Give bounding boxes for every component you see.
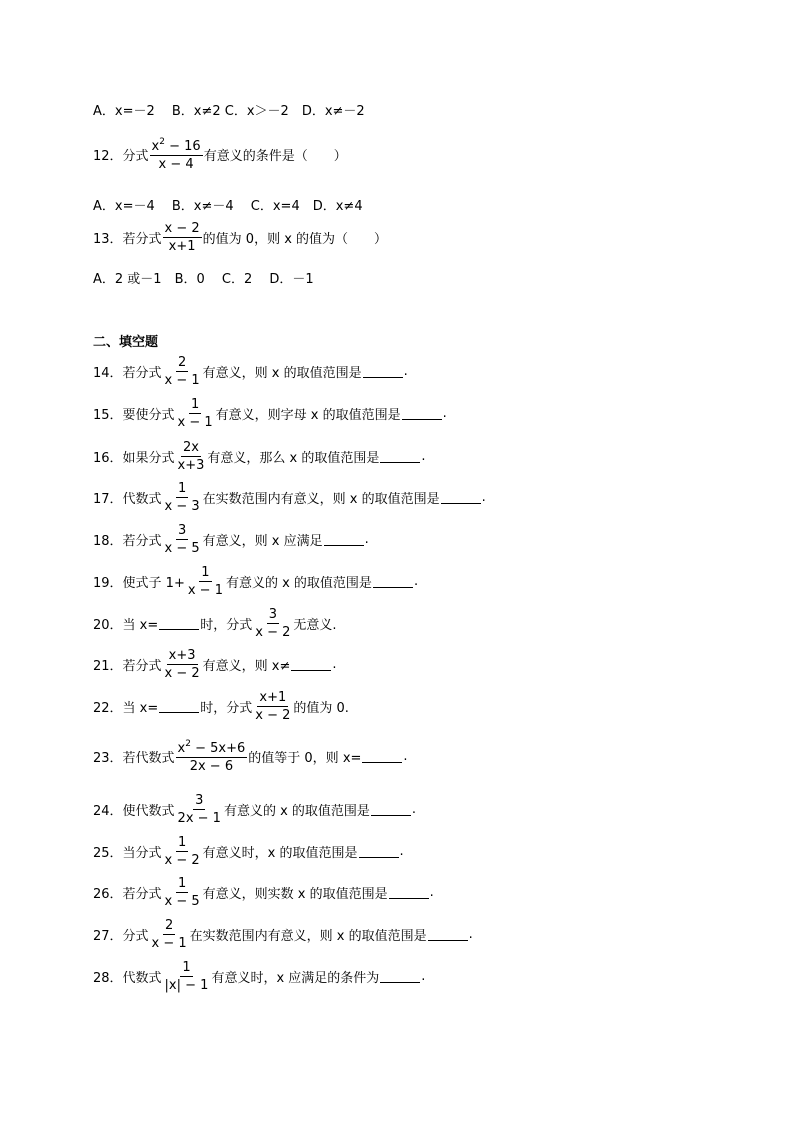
section-title: 二、填空题 [93, 335, 159, 350]
q13-options [93, 268, 314, 287]
answer-blank[interactable] [159, 617, 199, 630]
q13-fraction [163, 222, 202, 253]
q12-denominator: x − 4 [158, 157, 194, 172]
question-24: 24．使代数式 $\frac{3}{2x - 1}$ 有意义的 x 的取值范围是 . [93, 793, 417, 826]
q13-numerator: x − 2 [164, 221, 200, 236]
q11-options-text: A．x=－2 B．x≠2 C．x＞－2 D．x≠－2 [93, 104, 365, 119]
answer-blank[interactable] [362, 750, 402, 763]
answer-blank[interactable] [363, 365, 403, 378]
q18-fraction: $\frac{3}{x - 5}$ [164, 523, 200, 556]
q14-fraction: $\frac{2}{x - 1}$ [164, 355, 200, 388]
q13-prefix: 13．若分式 [93, 232, 162, 247]
q20-fraction: $\frac{3}{x - 2}$ [255, 607, 291, 640]
question-28: 28．代数式 $\frac{1}{|x| - 1}$ 有意义时，x 应满足的条件为 . [93, 960, 426, 993]
question-20: 20．当 x= 时，分式 $\frac{3}{x - 2}$ 无意义. [93, 607, 337, 640]
question-22: 22．当 x= 时，分式 $\frac{x+1}{x - 2}$ 的值为 0. [93, 690, 349, 723]
q12-fraction [150, 138, 203, 171]
q13-options-text: A．2 或－1 B．0 C．2 D．－1 [93, 272, 314, 287]
question-12 [93, 138, 347, 171]
question-16: 16．如果分式 $\frac{2x}{x+3}$ 有意义，那么 x 的取值范围是 . [93, 440, 426, 473]
q26-fraction: $\frac{1}{x - 5}$ [164, 876, 200, 909]
q12-options [93, 195, 363, 214]
q24-fraction: $\frac{3}{2x - 1}$ [177, 793, 221, 826]
answer-blank[interactable] [159, 700, 199, 713]
question-17: 17．代数式 $\frac{1}{x - 3}$ 在实数范围内有意义，则 x 的取值范围是 . [93, 481, 486, 514]
question-18: 18．若分式 $\frac{3}{x - 5}$ 有意义，则 x 应满足 . [93, 523, 369, 556]
answer-blank[interactable] [389, 886, 429, 899]
q22-fraction: $\frac{x+1}{x - 2}$ [255, 690, 291, 723]
question-27: 27．分式 $\frac{2}{x - 1}$ 在实数范围内有意义，则 x 的取值范围是 . [93, 918, 473, 951]
q23-fraction: $\frac{x^2 - 5x+6}{2x - 6}$ [177, 739, 246, 774]
q13-denominator: x+1 [168, 239, 196, 254]
question-26: 26．若分式 $\frac{1}{x - 5}$ 有意义，则实数 x 的取值范围是 . [93, 876, 434, 909]
question-14: 14．若分式 $\frac{2}{x - 1}$ 有意义，则 x 的取值范围是 . [93, 355, 408, 388]
answer-blank[interactable] [373, 575, 413, 588]
question-15: 15．要使分式 $\frac{1}{x - 1}$ 有意义，则字母 x 的取值范围是 . [93, 397, 447, 430]
q19-fraction: $\frac{1}{x - 1}$ [187, 565, 223, 598]
question-13 [93, 222, 387, 253]
answer-blank[interactable] [371, 803, 411, 816]
answer-blank[interactable] [441, 491, 481, 504]
q11-options [93, 100, 365, 119]
q15-fraction: $\frac{1}{x - 1}$ [177, 397, 213, 430]
q27-fraction: $\frac{2}{x - 1}$ [151, 918, 187, 951]
answer-blank[interactable] [428, 928, 468, 941]
q21-fraction: $\frac{x+3}{x - 2}$ [164, 648, 200, 681]
q12-suffix: 有意义的条件是（ ） [203, 149, 347, 164]
q17-fraction: $\frac{1}{x - 3}$ [164, 481, 200, 514]
q12-numerator: $x^2 - 16$ [151, 137, 201, 154]
answer-blank[interactable] [324, 533, 364, 546]
q12-prefix: 12．分式 [93, 149, 149, 164]
answer-blank[interactable] [380, 450, 420, 463]
q16-fraction: $\frac{2x}{x+3}$ [177, 440, 205, 473]
question-23: 23．若代数式 $\frac{x^2 - 5x+6}{2x - 6}$ 的值等于 0，则 x= . [93, 739, 408, 774]
q25-fraction: $\frac{1}{x - 2}$ [164, 835, 200, 868]
question-21: 21．若分式 $\frac{x+3}{x - 2}$ 有意义，则 x≠ . [93, 648, 337, 681]
answer-blank[interactable] [359, 845, 399, 858]
answer-blank[interactable] [380, 970, 420, 983]
question-19: 19．使式子 1+ $\frac{1}{x - 1}$ 有意义的 x 的取值范围是 . [93, 565, 419, 598]
q13-suffix: 的值为 0，则 x 的值为（ ） [202, 232, 388, 247]
q12-options-text: A．x=－4 B．x≠－4 C．x=4 D．x≠4 [93, 199, 363, 214]
q28-fraction: $\frac{1}{|x| - 1}$ [164, 960, 209, 993]
question-25: 25．当分式 $\frac{1}{x - 2}$ 有意义时，x 的取值范围是 . [93, 835, 404, 868]
answer-blank[interactable] [402, 407, 442, 420]
answer-blank[interactable] [291, 658, 331, 671]
